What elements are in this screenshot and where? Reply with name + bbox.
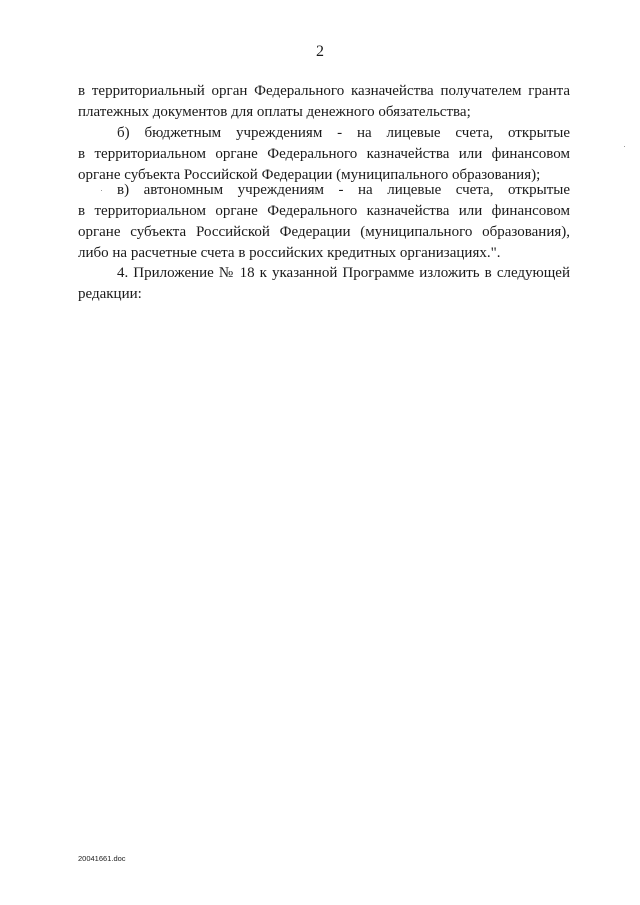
body-line: органе субъекта Российской Федерации (муниципального образования),: [78, 224, 570, 240]
body-line: в территориальном органе Федерального казначейства или финансовом: [78, 146, 570, 162]
body-line: б) бюджетным учреждениям - на лицевые счета, открытые: [117, 125, 570, 141]
body-line: платежных документов для оплаты денежного обязательства;: [78, 104, 471, 120]
body-line: в территориальном органе Федерального казначейства или финансовом: [78, 203, 570, 219]
body-line: 4. Приложение № 18 к указанной Программе изложить в следующей: [117, 265, 570, 281]
body-line: редакции:: [78, 286, 142, 302]
body-line: в территориальный орган Федерального казначейства получателем гранта: [78, 83, 570, 99]
document-file-id: 20041661.doc: [78, 854, 126, 863]
scan-speck: [624, 146, 625, 147]
body-line: органе субъекта Российской Федерации (муниципального образования);: [78, 167, 541, 183]
scan-speck: [101, 190, 102, 191]
page-number: 2: [316, 43, 324, 60]
body-line: в) автономным учреждениям - на лицевые счета, открытые: [117, 182, 570, 198]
body-line: либо на расчетные счета в российских кредитных организациях.".: [78, 245, 501, 261]
